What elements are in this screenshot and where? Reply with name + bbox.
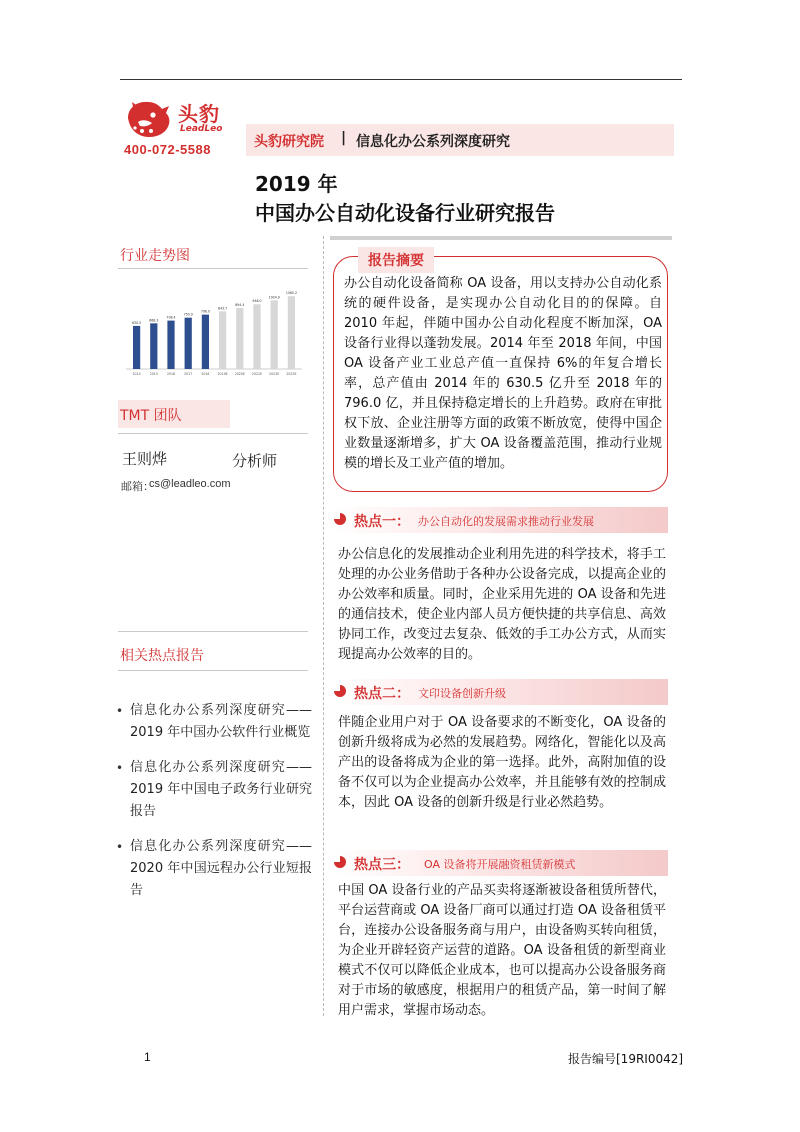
hotspot-3-label: 热点三： (354, 857, 410, 873)
header-band (246, 124, 674, 156)
hotspot-3-bar (332, 850, 668, 876)
team-heading-rule (118, 433, 308, 434)
logo-chinese-text: 头豹 (178, 102, 220, 126)
hotspot-1-subtitle: 办公自动化的发展需求推动行业发展 (418, 515, 594, 528)
email-label: 邮箱： (121, 480, 154, 493)
hotspot-1-text: 办公信息化的发展推动企业利用先进的科学技术，将手工处理的办公业务借助于各种办公设备完成，以提高企业的办公效率和质量。同时，企业采用先进的 OA 设备和先进的通信技术，使企业内部人员方便快捷的共享信息、高效协同工作，改变过去复杂、低效的手工办公方式，从而实现提高办公效率的目的。 (338, 547, 666, 662)
chart-value-label: 796.0 (200, 309, 210, 314)
related-report-title: 信息化办公系列深度研究——2020 年中国远程办公行业短报告 (130, 839, 312, 898)
chart-value-label: 750.9 (183, 312, 193, 317)
author-name: 王则烨 (122, 450, 168, 468)
hotspot-1-bar (332, 507, 668, 533)
chart-category-label: 2016 (166, 372, 176, 376)
abstract-top-rule (330, 236, 672, 240)
chart-value-label: 1004.9 (268, 295, 280, 300)
trend-heading: 行业走势图 (120, 248, 190, 264)
chart-bar-2017 (185, 318, 192, 369)
hotspot-2-label: 热点二： (354, 686, 410, 702)
chart-category-label: 2022E (269, 372, 280, 376)
hotspot-1-label: 热点一： (354, 514, 410, 530)
trend-heading-rule (118, 268, 308, 269)
related-report-item[interactable] (116, 836, 312, 902)
chart-bar-2018 (202, 315, 209, 369)
chart-bar-2020E (236, 308, 243, 369)
hotspot-3-subtitle: OA 设备将开展融资租赁新模式 (424, 858, 576, 871)
column-divider (323, 236, 324, 1016)
chart-value-label: 894.4 (235, 302, 245, 307)
pie-icon (334, 685, 346, 697)
chart-value-label: 843.7 (218, 306, 228, 311)
chart-category-label: 2018 (201, 372, 210, 376)
chart-category-label: 2021E (251, 372, 263, 376)
chart-category-label: 2015 (149, 372, 158, 376)
chart-bar-2019E (219, 311, 226, 369)
hotspot-2-text: 伴随企业用户对于 OA 设备要求的不断变化，OA 设备的创新升级将成为必然的发展趋势。网络化，智能化以及高产出的设备将成为企业的第一选择。此外，高附加值的设备不仅可以为企业提高办公效率，并且能够有效的控制成本，因此 OA 设备的创新升级是行业必然趋势。 (338, 715, 666, 810)
header-separator: | (341, 130, 347, 146)
author-email[interactable]: cs@leadleo.com (149, 478, 231, 490)
bullet-icon: • (116, 840, 124, 854)
chart-bar-2021E (253, 304, 260, 369)
team-heading: TMT 团队 (118, 400, 230, 428)
leadleo-logo (122, 98, 232, 140)
hotline-phone: 400-072-5588 (124, 142, 211, 157)
bullet-icon: • (116, 704, 124, 718)
pie-icon (334, 856, 346, 868)
chart-bar-2023E (288, 296, 295, 369)
related-report-title: 信息化办公系列深度研究——2019 年中国办公软件行业概览 (130, 703, 312, 740)
chart-value-label: 630.5 (132, 320, 142, 325)
chart-bar-2014 (133, 326, 140, 369)
chart-category-label: 2019E (217, 372, 228, 376)
abstract-title: 报告摘要 (358, 247, 434, 273)
hotspot-2-bar (332, 679, 668, 705)
report-title: 中国办公自动化设备行业研究报告 (255, 201, 555, 225)
related-report-item[interactable] (116, 757, 312, 823)
related-report-list (116, 700, 312, 915)
chart-bar-2022E (271, 300, 278, 369)
bullet-icon: • (116, 761, 124, 775)
report-year: 2019 年 (255, 172, 338, 196)
chart-category-label: 2023E (286, 372, 297, 376)
chart-bar-2015 (150, 323, 157, 369)
related-report-item[interactable] (116, 700, 312, 744)
header-brand: 头豹研究院 (254, 134, 324, 150)
hotspot-3-text: 中国 OA 设备行业的产品买卖将逐渐被设备租赁所替代，平台运营商或 OA 设备厂商可以通过打造 OA 设备租赁平台，连接办公设备服务商与用户，由设备购买转向租赁，为企业开辟轻资产运营的道路。OA 设备租赁的新型商业模式不仅可以降低企业成本，也可以提高办公设备服务商对于市场的敏感度，根据用户的租赁产品，第一时间了解用户需求，掌握市场动态。 (338, 883, 666, 1018)
related-heading-rule (118, 670, 308, 671)
chart-bar-2016 (167, 321, 174, 369)
pie-icon (334, 513, 346, 525)
top-rule (120, 79, 682, 80)
chart-value-label: 1065.2 (285, 291, 297, 296)
leopard-head-icon (122, 98, 174, 140)
chart-value-label: 708.4 (166, 315, 176, 320)
chart-category-label: 2020E (234, 372, 245, 376)
chart-category-label: 2017 (184, 372, 193, 376)
chart-category-label: 2014 (132, 372, 141, 376)
related-report-title: 信息化办公系列深度研究——2019 年中国电子政务行业研究报告 (130, 760, 312, 819)
abstract-text: 办公自动化设备简称 OA 设备，用以支持办公自动化系统的硬件设备，是实现办公自动化目的的保障。自 2010 年起，伴随中国办公自动化程度不断加深，OA 设备行业得以蓬勃发展。2014 年至 2018 年间，中国 OA 设备产业工业总产值一直保持 6%的年复合增长率，总产值由 2014 年的 630.5 亿升至 2018 年的 796.0 亿，并且保持稳定增长的上升趋势。政府在审批权下放、企业注册等方面的政策不断放宽，使得中国企业数量逐渐增多，扩大 OA 设备覆盖范围，推动行业规模的增长及工业产值的增加。 (344, 276, 662, 471)
chart-value-label: 668.3 (149, 318, 159, 323)
report-code: 报告编号[19RI0042] (568, 1052, 684, 1066)
logo-english-text: LeadLeo (180, 124, 223, 134)
header-series: 信息化办公系列深度研究 (356, 134, 510, 150)
page-number: 1 (144, 1050, 151, 1064)
hotspot-2-subtitle: 文印设备创新升级 (418, 687, 506, 700)
related-top-rule (118, 631, 308, 632)
chart-value-label: 948.0 (252, 299, 262, 304)
author-role: 分析师 (232, 452, 278, 470)
industry-trend-chart (124, 281, 304, 379)
related-heading: 相关热点报告 (120, 648, 204, 664)
